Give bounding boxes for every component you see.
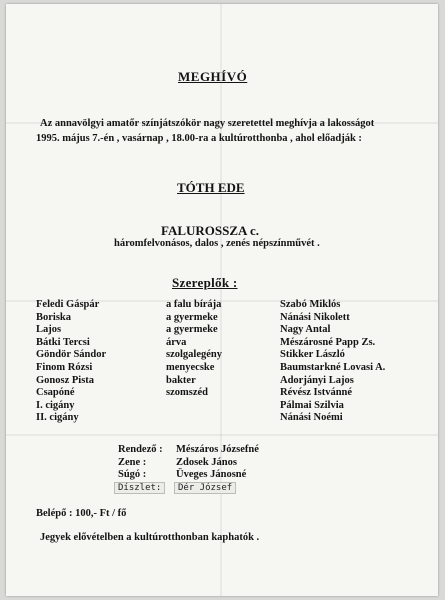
actor-name: Nánási Noémi (280, 412, 343, 424)
character-name: Bátki Tercsi (36, 336, 90, 348)
cast-heading: Szereplők : (172, 275, 238, 290)
author-name: TÓTH EDE (177, 180, 245, 195)
role-description: bakter (166, 374, 196, 386)
crew-names (176, 444, 259, 482)
actor-name: Pálmai Szilvia (280, 399, 344, 411)
character-name: Boriska (36, 311, 72, 323)
role-description: szomszéd (166, 387, 208, 399)
invitation-sheet (6, 4, 438, 596)
crew-label: Rendező : (118, 444, 163, 455)
crew-name: Üveges Jánosné (176, 469, 247, 481)
actor-name: Szabó Miklós (280, 299, 341, 310)
crew-label: Súgó : (118, 469, 147, 481)
ticket-price: Belépő : 100,- Ft / fő (36, 508, 127, 519)
actor-name: Mészárosné Papp Zs. (280, 336, 376, 348)
character-name: Feledi Gáspár (36, 299, 100, 310)
character-name: Csapóné (36, 387, 75, 399)
actor-name: Nánási Nikolett (280, 311, 350, 323)
actor-name: Adorjányi Lajos (280, 374, 354, 386)
actor-name: Nagy Antal (280, 324, 331, 336)
page-title: MEGHÍVÓ (178, 69, 248, 84)
play-title: FALUROSSZA c. (161, 223, 259, 238)
paper-crease (6, 434, 438, 436)
character-name: Göndör Sándor (36, 349, 107, 361)
tickets-note: Jegyek elővételben a kultúrotthonban kaphatók . (40, 532, 260, 543)
role-description: a falu bírája (166, 299, 222, 310)
actor-name: Stikker László (280, 349, 345, 361)
character-name: Gonosz Pista (36, 374, 95, 386)
crew-label: Zene : (118, 456, 147, 468)
role-description: a gyermeke (166, 311, 218, 323)
characters-column (36, 299, 106, 425)
crew-labels (118, 444, 163, 482)
role-description: a gyermeke (166, 324, 218, 336)
handwritten-name: Dér József (174, 482, 236, 494)
actor-name: Révész Istvánné (280, 387, 353, 399)
roles-column (166, 299, 222, 400)
actors-column (280, 299, 385, 425)
intro-line-1: Az annavölgyi amatőr színjátszókör nagy szeretettel meghívja a lakosságot (40, 118, 375, 129)
character-name: I. cigány (36, 399, 75, 411)
role-description: szolgalegény (166, 349, 222, 361)
actor-name: Baumstarkné Lovasi A. (280, 361, 386, 373)
intro-line-2: 1995. május 7.-én , vasárnap , 18.00-ra a kultúrotthonba , ahol előadják : (36, 133, 362, 144)
play-subtitle: háromfelvonásos, dalos , zenés népszínművét . (114, 238, 320, 249)
crew-name: Zdosek János (176, 456, 237, 468)
character-name: Finom Rózsi (36, 361, 93, 373)
handwritten-label: Díszlet: (114, 482, 165, 494)
role-description: árva (166, 336, 187, 348)
character-name: Lajos (36, 324, 62, 336)
character-name: II. cigány (36, 412, 79, 424)
crew-name: Mészáros Józsefné (176, 444, 259, 455)
role-description: menyecske (166, 361, 215, 373)
